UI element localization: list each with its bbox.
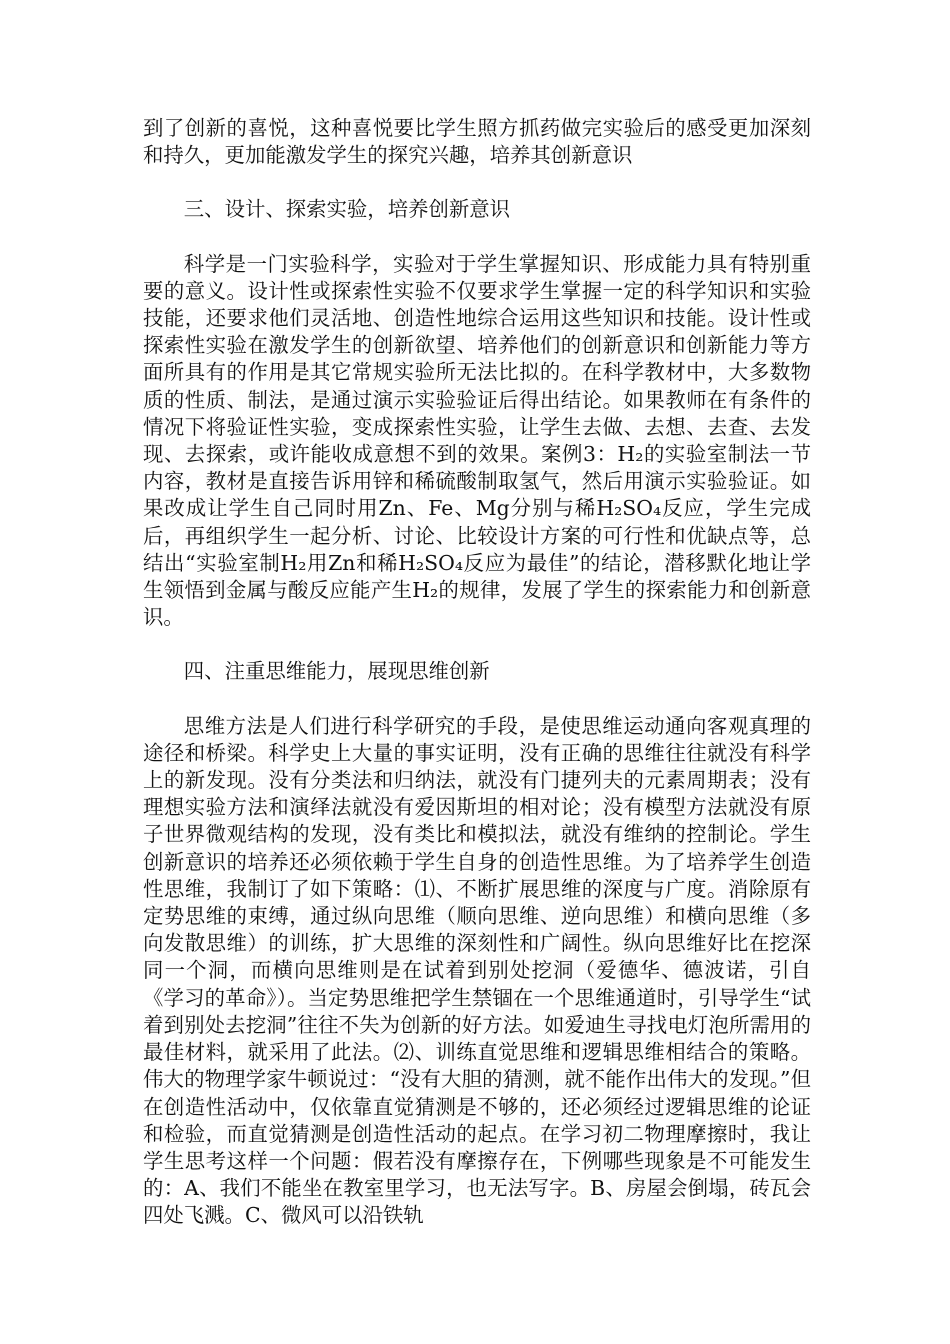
paragraph-gap <box>143 169 811 196</box>
paragraph-gap <box>143 686 811 713</box>
paragraph-gap <box>143 631 811 658</box>
section-heading-4: 四、注重思维能力，展现思维创新 <box>183 659 490 684</box>
paragraph-continuation: 到了创新的喜悦，这种喜悦要比学生照方抓药做完实验后的感受更加深刻和持久，更加能激发学生的探究兴趣，培养其创新意识 <box>143 116 811 168</box>
document-page <box>143 115 811 1230</box>
paragraph-thinking: 思维方法是人们进行科学研究的手段，是使思维运动通向客观真理的途径和桥梁。科学史上大量的事实证明，没有正确的思维往往就没有科学上的新发现。没有分类法和归纳法，就没有门捷列夫的元素周期表；没有理想实验方法和演绎法就没有爱因斯坦的相对论；没有模型方法就没有原子世界微观结构的发现，没有类比和模拟法，就没有维纳的控制论。学生创新意识的培养还必须依赖于学生自身的创造性思维。为了培养学生创造性思维，我制订了如下策略：⑴、不断扩展思维的深度与广度。消除原有定势思维的束缚，通过纵向思维（顺向思维、逆向思维）和横向思维（多向发散思维）的训练，扩大思维的深刻性和广阔性。纵向思维好比在挖深同一个洞，而横向思维则是在试着到别处挖洞（爱德华、德波诺，引自《学习的革命》）。当定势思维把学生禁锢在一个思维通道时，引导学生“试着到别处去挖洞”往往不失为创新的好方法。如爱迪生寻找电灯泡所需用的最佳材料，就采用了此法。⑵、训练直觉思维和逻辑思维相结合的策略。伟大的物理学家牛顿说过：“没有大胆的猜测，就不能作出伟大的发现。”但在创造性活动中，仅依靠直觉猜测是不够的，还必须经过逻辑思维的论证和检验，而直觉猜测是创造性活动的起点。在学习初二物理摩擦时，我让学生思考这样一个问题：假若没有摩擦存在，下例哪些现象是不可能发生的：A、我们不能坐在教室里学习，也无法写字。B、房屋会倒塌，砖瓦会四处飞溅。C、微风可以沿铁轨 <box>143 713 811 1228</box>
section-heading-3: 三、设计、探索实验，培养创新意识 <box>183 197 511 222</box>
paragraph-experiments: 科学是一门实验科学，实验对于学生掌握知识、形成能力具有特别重要的意义。设计性或探索性实验不仅要求学生掌握一定的科学知识和实验技能，还要求他们灵活地、创造性地综合运用这些知识和技能。设计性或探索性实验在激发学生的创新欲望、培养他们的创新意识和创新能力等方面所具有的作用是其它常规实验所无法比拟的。在科学教材中，大多数物质的性质、制法，是通过演示实验验证后得出结论。如果教师在有条件的情况下将验证性实验，变成探索性实验，让学生去做、去想、去查、去发现、去探索，或许能收成意想不到的效果。案例3：H₂的实验室制法一节内容，教材是直接告诉用锌和稀硫酸制取氢气，然后用演示实验验证。如果改成让学生自己同时用Zn、Fe、Mg分别与稀H₂SO₄反应，学生完成后，再组织学生一起分析、讨论、比较设计方案的可行性和优缺点等，总结出“实验室制H₂用Zn和稀H₂SO₄反应为最佳”的结论，潜移默化地让学生领悟到金属与酸反应能产生H₂的规律，发展了学生的探索能力和创新意识。 <box>143 251 811 630</box>
paragraph-gap <box>143 224 811 251</box>
